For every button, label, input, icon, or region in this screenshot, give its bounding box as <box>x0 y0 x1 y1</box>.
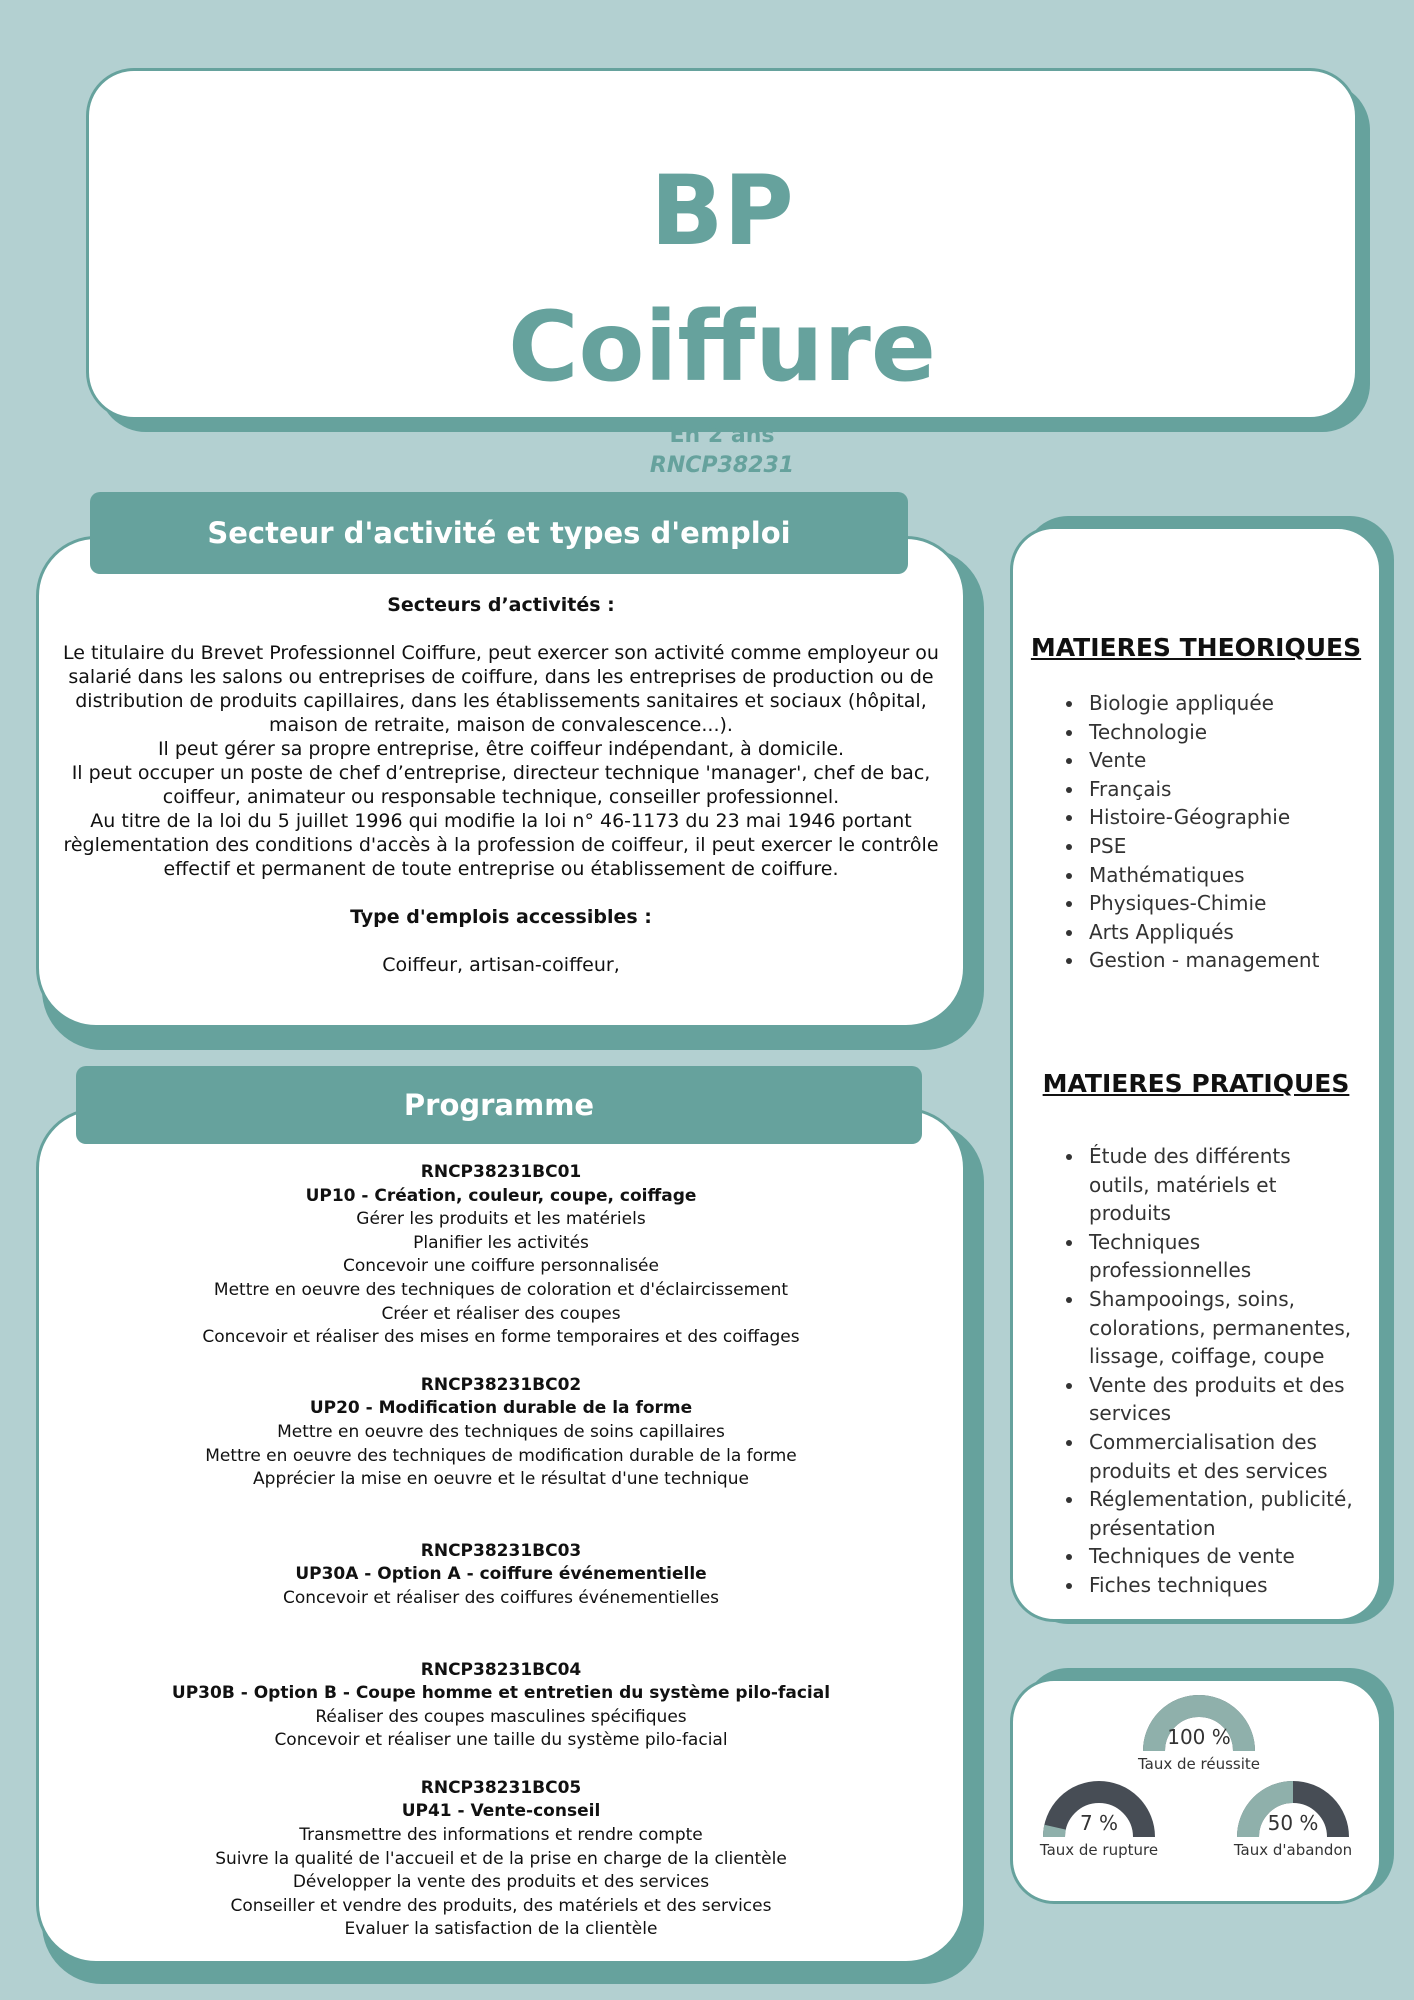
block-item: Mettre en oeuvre des techniques de coloration et d'éclaircissement <box>213 1279 789 1300</box>
list-item: • Fiches techniques <box>1085 1571 1355 1600</box>
secteur-paragraph: Il peut gérer sa propre entreprise, être coiffeur indépendant, à domicile. <box>157 738 845 760</box>
list-item: • Français <box>1085 775 1355 804</box>
matieres-pratiques-list <box>1049 1142 1355 1600</box>
list-item: • Commercialisation des produits et des services <box>1085 1428 1355 1485</box>
title-line-2: Coiffure <box>508 291 936 403</box>
block-item: Concevoir et réaliser des coiffures événementielles <box>282 1587 720 1608</box>
block-item: Conseiller et vendre des produits, des matériels et des services <box>230 1895 772 1916</box>
gauge-abandon <box>1235 1779 1351 1875</box>
block-code: RNCP38231BC04 <box>420 1659 582 1680</box>
header-card <box>86 68 1358 478</box>
list-item: • Techniques de vente <box>1085 1542 1355 1571</box>
list-item: • Techniques professionnelles <box>1085 1228 1355 1285</box>
block-item: Planifier les activités <box>413 1232 589 1253</box>
matieres-theoriques-title: MATIERES THEORIQUES <box>1030 633 1362 662</box>
matieres-pratiques-title: MATIERES PRATIQUES <box>1042 1069 1350 1098</box>
block-item: Concevoir une coiffure personnalisée <box>343 1256 659 1277</box>
matieres-theoriques-list <box>1049 689 1355 975</box>
list-item: • Mathématiques <box>1085 861 1355 890</box>
list-item: • Réglementation, publicité, présentation <box>1085 1485 1355 1542</box>
secteur-heading: Secteur d'activité et types d'emploi <box>90 492 908 574</box>
programme-block <box>49 1161 953 1350</box>
programme-card <box>36 1108 966 1964</box>
block-code: RNCP38231BC01 <box>420 1162 582 1182</box>
emplois-subtitle: Type d'emplois accessibles : <box>350 906 652 928</box>
block-item: Evaluer la satisfaction de la clientèle <box>344 1919 658 1940</box>
programme-content <box>49 1161 953 1942</box>
list-item: • Shampooings, soins, colorations, permanentes, lissage, coiffage, coupe <box>1085 1285 1355 1371</box>
block-code: RNCP38231BC05 <box>420 1777 582 1798</box>
block-item: Créer et réaliser des coupes <box>381 1303 621 1324</box>
programme-block <box>49 1540 953 1611</box>
secteur-content <box>57 593 945 977</box>
block-title: UP10 - Création, couleur, coupe, coiffage <box>305 1185 697 1206</box>
gauge-reussite <box>1137 1693 1261 1789</box>
programme-heading: Programme <box>76 1066 922 1144</box>
block-item: Gérer les produits et les matériels <box>356 1209 646 1230</box>
emplois-text: Coiffeur, artisan-coiffeur, <box>382 954 620 976</box>
secteur-paragraph: Il peut occuper un poste de chef d’entreprise, directeur technique 'manager', chef de bac, coiffeur, animateur ou responsable technique, conseiller professionnel. <box>71 762 931 808</box>
list-item: • Vente <box>1085 746 1355 775</box>
gauge-abandon-label: Taux d'abandon <box>1233 1841 1353 1859</box>
gauge-rupture <box>1041 1779 1157 1875</box>
duration-text: En 2 ans <box>669 423 775 448</box>
gauge-reussite-value: 100 % <box>1167 1725 1231 1749</box>
secteur-card <box>36 536 966 1028</box>
matieres-card <box>1010 526 1382 1622</box>
programme-block <box>49 1659 953 1753</box>
block-item: Développer la vente des produits et des services <box>292 1872 710 1893</box>
list-item: • PSE <box>1085 832 1355 861</box>
block-item: Mettre en oeuvre des techniques de soins capillaires <box>277 1421 725 1442</box>
list-item: • Technologie <box>1085 718 1355 747</box>
list-item: • Étude des différents outils, matériels et produits <box>1085 1142 1355 1228</box>
block-title: UP30B - Option B - Coupe homme et entretien du système pilo-facial <box>171 1683 831 1704</box>
stats-card <box>1010 1678 1382 1904</box>
secteur-paragraph: Le titulaire du Brevet Professionnel Coiffure, peut exercer son activité comme employeur ou salarié dans les salons ou entreprises de coiffure, dans les entreprises de production ou de distribution de produits capillaires, dans les établissements sanitaires et sociaux (hôpital, maison de retraite, maison de convalescence...). <box>63 642 939 736</box>
rncp-code: RNCP38231 <box>649 453 795 478</box>
list-item: • Arts Appliqués <box>1085 918 1355 947</box>
gauge-reussite-label: Taux de réussite <box>1137 1755 1261 1773</box>
title-line-1: BP <box>650 155 794 267</box>
block-code: RNCP38231BC02 <box>420 1374 582 1395</box>
block-item: Transmettre des informations et rendre compte <box>299 1825 703 1846</box>
list-item: • Physiques-Chimie <box>1085 889 1355 918</box>
block-item: Apprécier la mise en oeuvre et le résultat d'une technique <box>253 1469 749 1490</box>
secteurs-subtitle: Secteurs d’activités : <box>387 594 615 616</box>
gauge-rupture-value: 7 % <box>1079 1811 1119 1835</box>
list-item: • Histoire-Géographie <box>1085 803 1355 832</box>
block-item: Suivre la qualité de l'accueil et de la prise en charge de la clientèle <box>215 1848 787 1869</box>
gauge-rupture-label: Taux de rupture <box>1039 1841 1159 1859</box>
block-item: Concevoir et réaliser une taille du système pilo-facial <box>274 1730 728 1751</box>
block-title: UP30A - Option A - coiffure événementielle <box>295 1564 707 1585</box>
secteur-paragraph: Au titre de la loi du 5 juillet 1996 qui modifie la loi n° 46-1173 du 23 mai 1946 portant règlementation des conditions d'accès à la profession de coiffeur, il peut exercer le contrôle effectif et permanent de toute entreprise ou établissement de coiffure. <box>63 810 939 880</box>
programme-block <box>49 1777 953 1942</box>
block-item: Mettre en oeuvre des techniques de modification durable de la forme <box>205 1445 797 1466</box>
block-title: UP20 - Modification durable de la forme <box>309 1398 693 1419</box>
gauge-abandon-value: 50 % <box>1267 1811 1319 1835</box>
programme-block <box>49 1374 953 1492</box>
block-code: RNCP38231BC03 <box>420 1540 582 1561</box>
list-item: • Biologie appliquée <box>1085 689 1355 718</box>
block-title: UP41 - Vente-conseil <box>401 1801 601 1822</box>
block-item: Réaliser des coupes masculines spécifiques <box>315 1706 687 1727</box>
block-item: Concevoir et réaliser des mises en forme temporaires et des coiffages <box>202 1327 800 1348</box>
list-item: • Gestion - management <box>1085 946 1355 975</box>
list-item: • Vente des produits et des services <box>1085 1371 1355 1428</box>
